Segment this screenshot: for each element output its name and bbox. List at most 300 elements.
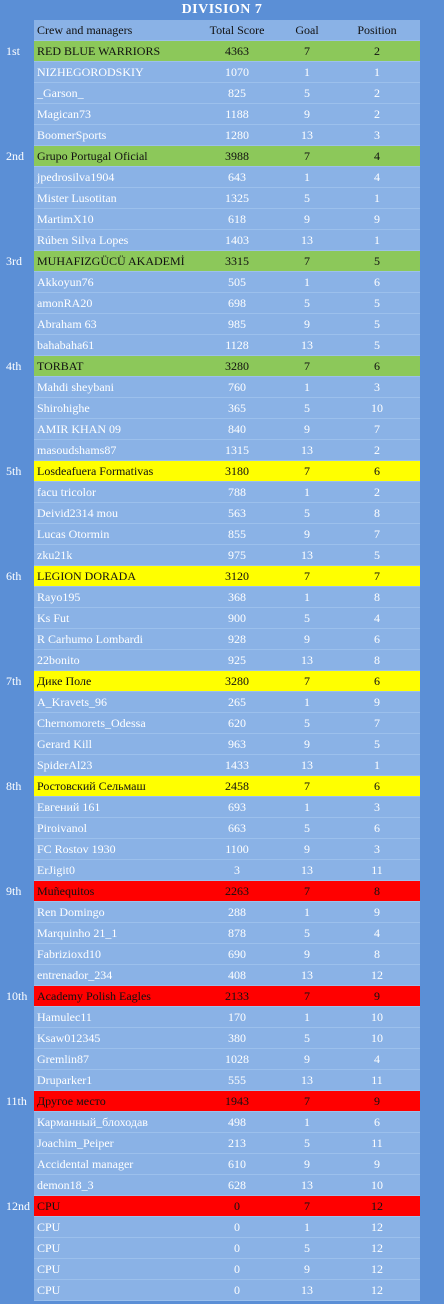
manager-position: 12	[371, 1240, 383, 1255]
crew-row	[6, 986, 420, 1007]
manager-goal: 5	[304, 85, 310, 100]
manager-row	[34, 797, 420, 818]
manager-row	[34, 1238, 420, 1259]
manager-score: 1403	[225, 232, 249, 247]
crew-position: 6	[374, 673, 380, 688]
manager-position: 5	[374, 337, 380, 352]
crew-name: Ростовский Сельмаш	[37, 778, 146, 793]
manager-score: 1280	[225, 127, 249, 142]
manager-goal: 9	[304, 1156, 310, 1171]
manager-goal: 1	[304, 379, 310, 394]
manager-score: 900	[228, 610, 246, 625]
crew-goal: 7	[304, 1093, 310, 1108]
manager-row	[34, 1259, 420, 1280]
manager-score: 408	[228, 967, 246, 982]
crew-goal: 7	[304, 253, 310, 268]
manager-row	[34, 335, 420, 356]
crew-row	[6, 566, 420, 587]
manager-score: 365	[228, 400, 246, 415]
crew-position: 6	[374, 778, 380, 793]
manager-score: 628	[228, 1177, 246, 1192]
crew-score: 3120	[225, 568, 249, 583]
manager-goal: 5	[304, 1030, 310, 1045]
manager-score: 825	[228, 85, 246, 100]
manager-position: 4	[374, 925, 380, 940]
crew-position: 8	[374, 883, 380, 898]
manager-row	[34, 1007, 420, 1028]
manager-name: R Carhumo Lombardi	[37, 631, 143, 646]
manager-goal: 1	[304, 484, 310, 499]
crew-row	[6, 461, 420, 482]
table-header-row	[34, 20, 420, 41]
manager-goal: 9	[304, 631, 310, 646]
crew-rank: 5th	[6, 463, 22, 478]
manager-row	[34, 503, 420, 524]
crew-score: 3315	[225, 253, 249, 268]
crew-position: 6	[374, 358, 380, 373]
manager-score: 1325	[225, 190, 249, 205]
manager-score: 0	[234, 1219, 240, 1234]
manager-position: 9	[374, 694, 380, 709]
manager-position: 2	[374, 484, 380, 499]
manager-goal: 5	[304, 1240, 310, 1255]
crew-position: 12	[371, 1198, 383, 1213]
manager-position: 9	[374, 1156, 380, 1171]
manager-name: AMIR KHAN 09	[37, 421, 121, 436]
manager-goal: 5	[304, 925, 310, 940]
manager-position: 12	[371, 967, 383, 982]
manager-position: 10	[371, 1009, 383, 1024]
crew-rank: 12nd	[6, 1198, 30, 1213]
crew-goal: 7	[304, 673, 310, 688]
manager-row	[34, 188, 420, 209]
manager-goal: 1	[304, 904, 310, 919]
manager-goal: 13	[301, 1177, 313, 1192]
manager-goal: 9	[304, 841, 310, 856]
manager-score: 555	[228, 1072, 246, 1087]
manager-row	[34, 398, 420, 419]
crew-rank: 4th	[6, 358, 22, 373]
manager-goal: 9	[304, 421, 310, 436]
manager-row	[34, 377, 420, 398]
manager-goal: 1	[304, 1114, 310, 1129]
manager-row	[34, 314, 420, 335]
manager-score: 760	[228, 379, 246, 394]
manager-name: Hamulec11	[37, 1009, 92, 1024]
manager-row	[34, 1028, 420, 1049]
manager-position: 3	[374, 799, 380, 814]
manager-position: 6	[374, 631, 380, 646]
manager-position: 12	[371, 1282, 383, 1297]
crew-rank: 8th	[6, 778, 22, 793]
division-title: DIVISION 7	[181, 2, 263, 17]
manager-score: 170	[228, 1009, 246, 1024]
crew-name: MUHAFIZGÜCÜ AKADEMİ	[37, 253, 185, 268]
manager-goal: 5	[304, 820, 310, 835]
crew-goal: 7	[304, 988, 310, 1003]
manager-row	[34, 419, 420, 440]
manager-name: bahabaha61	[37, 337, 95, 352]
manager-goal: 9	[304, 106, 310, 121]
manager-position: 1	[374, 190, 380, 205]
manager-row	[34, 104, 420, 125]
manager-position: 5	[374, 736, 380, 751]
manager-name: Евгений 161	[37, 799, 101, 814]
manager-name: amonRA20	[37, 295, 93, 310]
crew-position: 2	[374, 43, 380, 58]
manager-row	[34, 713, 420, 734]
manager-row	[34, 524, 420, 545]
manager-goal: 5	[304, 715, 310, 730]
crew-row	[6, 251, 420, 272]
manager-position: 10	[371, 1030, 383, 1045]
manager-name: BoomerSports	[37, 127, 107, 142]
crew-name: Muñequitos	[37, 883, 95, 898]
crew-rank: 3rd	[6, 253, 22, 268]
crew-name: CPU	[37, 1198, 61, 1213]
manager-score: 1433	[225, 757, 249, 772]
crew-goal: 7	[304, 358, 310, 373]
manager-row	[34, 230, 420, 251]
manager-goal: 5	[304, 610, 310, 625]
manager-score: 840	[228, 421, 246, 436]
manager-position: 11	[371, 1135, 383, 1150]
manager-position: 12	[371, 1219, 383, 1234]
manager-position: 4	[374, 1051, 380, 1066]
manager-position: 7	[374, 526, 380, 541]
manager-score: 1100	[225, 841, 249, 856]
manager-name: Ks Fut	[37, 610, 70, 625]
manager-goal: 5	[304, 505, 310, 520]
manager-name: Marquinho 21_1	[37, 925, 118, 940]
crew-position: 5	[374, 253, 380, 268]
manager-score: 0	[234, 1240, 240, 1255]
manager-score: 0	[234, 1282, 240, 1297]
manager-goal: 13	[301, 1282, 313, 1297]
crew-score: 2133	[225, 988, 249, 1003]
manager-goal: 9	[304, 736, 310, 751]
manager-row	[34, 209, 420, 230]
crew-rank: 10th	[6, 988, 28, 1003]
manager-position: 1	[374, 232, 380, 247]
manager-row	[34, 1217, 420, 1238]
crew-position: 9	[374, 1093, 380, 1108]
manager-name: Deivid2314 mou	[37, 505, 118, 520]
manager-score: 498	[228, 1114, 246, 1129]
crew-name: TORBAT	[37, 358, 84, 373]
manager-row	[34, 167, 420, 188]
manager-name: Mister Lusotitan	[37, 190, 117, 205]
manager-name: jpedrosilva1904	[37, 169, 115, 184]
manager-name: Akkoyun76	[37, 274, 94, 289]
manager-position: 8	[374, 505, 380, 520]
manager-position: 5	[374, 295, 380, 310]
manager-row	[34, 965, 420, 986]
manager-goal: 1	[304, 1219, 310, 1234]
manager-score: 643	[228, 169, 246, 184]
manager-name: Gerard Kill	[37, 736, 92, 751]
manager-goal: 9	[304, 211, 310, 226]
manager-score: 928	[228, 631, 246, 646]
crew-name: Другое место	[37, 1093, 106, 1108]
crew-row	[6, 1091, 420, 1112]
manager-row	[34, 608, 420, 629]
manager-score: 985	[228, 316, 246, 331]
manager-name: A_Kravets_96	[37, 694, 107, 709]
crew-rank: 2nd	[6, 148, 24, 163]
manager-row	[34, 587, 420, 608]
crew-name: Дике Поле	[37, 673, 92, 688]
manager-name: Rayo195	[37, 589, 81, 604]
manager-name: Карманный_блоходав	[37, 1114, 148, 1129]
manager-goal: 13	[301, 442, 313, 457]
crew-row	[6, 41, 420, 62]
manager-goal: 9	[304, 1261, 310, 1276]
manager-name: masoudshams87	[37, 442, 117, 457]
manager-name: Shirohighe	[37, 400, 90, 415]
manager-score: 1188	[225, 106, 249, 121]
manager-name: Lucas Otormin	[37, 526, 110, 541]
manager-name: CPU	[37, 1240, 61, 1255]
manager-goal: 1	[304, 694, 310, 709]
crew-name: LEGION DORADA	[37, 568, 136, 583]
manager-name: Joachim_Peiper	[37, 1135, 114, 1150]
manager-position: 10	[371, 400, 383, 415]
manager-position: 12	[371, 1261, 383, 1276]
manager-score: 288	[228, 904, 246, 919]
manager-score: 788	[228, 484, 246, 499]
manager-row	[34, 482, 420, 503]
crew-goal: 7	[304, 883, 310, 898]
crew-row	[6, 776, 420, 797]
crew-row	[6, 881, 420, 902]
manager-row	[34, 818, 420, 839]
manager-row	[34, 1154, 420, 1175]
manager-name: NIZHEGORODSKIY	[37, 64, 144, 79]
crew-name: Academy Polish Eagles	[37, 988, 151, 1003]
manager-goal: 1	[304, 64, 310, 79]
manager-row	[34, 692, 420, 713]
manager-goal: 9	[304, 526, 310, 541]
manager-score: 1315	[225, 442, 249, 457]
manager-name: FC Rostov 1930	[37, 841, 116, 856]
manager-position: 5	[374, 316, 380, 331]
manager-goal: 13	[301, 127, 313, 142]
manager-name: Chernomorets_Odessa	[37, 715, 146, 730]
manager-goal: 13	[301, 232, 313, 247]
header-total-score: Total Score	[209, 22, 265, 37]
manager-position: 8	[374, 652, 380, 667]
manager-name: Ren Domingo	[37, 904, 105, 919]
crew-name: Losdeafuera Formativas	[37, 463, 154, 478]
manager-score: 690	[228, 946, 246, 961]
manager-score: 975	[228, 547, 246, 562]
crew-goal: 7	[304, 1198, 310, 1213]
manager-position: 3	[374, 841, 380, 856]
standings-table	[6, 20, 420, 1301]
manager-row	[34, 1280, 420, 1301]
manager-goal: 1	[304, 589, 310, 604]
manager-row	[34, 545, 420, 566]
manager-goal: 13	[301, 862, 313, 877]
manager-score: 380	[228, 1030, 246, 1045]
manager-score: 265	[228, 694, 246, 709]
manager-position: 8	[374, 589, 380, 604]
manager-goal: 13	[301, 337, 313, 352]
manager-name: ErJigit0	[37, 862, 75, 877]
crew-rank: 6th	[6, 568, 22, 583]
manager-row	[34, 83, 420, 104]
crew-row	[6, 146, 420, 167]
crew-score: 3988	[225, 148, 249, 163]
manager-position: 3	[374, 127, 380, 142]
manager-position: 5	[374, 547, 380, 562]
manager-goal: 1	[304, 1009, 310, 1024]
manager-row	[34, 1049, 420, 1070]
header-goal: Goal	[295, 22, 319, 37]
crew-score: 1943	[225, 1093, 249, 1108]
manager-name: Ksaw012345	[37, 1030, 101, 1045]
manager-goal: 5	[304, 1135, 310, 1150]
manager-score: 563	[228, 505, 246, 520]
manager-row	[34, 902, 420, 923]
crew-score: 3280	[225, 358, 249, 373]
crew-score: 2458	[225, 778, 249, 793]
manager-score: 1128	[225, 337, 249, 352]
crew-rank: 9th	[6, 883, 22, 898]
manager-position: 1	[374, 64, 380, 79]
manager-row	[34, 272, 420, 293]
manager-name: MartimX10	[37, 211, 94, 226]
manager-goal: 13	[301, 1072, 313, 1087]
manager-name: SpiderAl23	[37, 757, 93, 772]
manager-position: 8	[374, 946, 380, 961]
crew-goal: 7	[304, 778, 310, 793]
manager-score: 663	[228, 820, 246, 835]
crew-score: 3280	[225, 673, 249, 688]
manager-score: 368	[228, 589, 246, 604]
manager-goal: 13	[301, 757, 313, 772]
manager-goal: 1	[304, 799, 310, 814]
manager-name: CPU	[37, 1261, 61, 1276]
manager-name: Mahdi sheybani	[37, 379, 114, 394]
manager-name: Fabrizioxd10	[37, 946, 101, 961]
manager-position: 9	[374, 904, 380, 919]
crew-name: Grupo Portugal Oficial	[37, 148, 148, 163]
manager-score: 963	[228, 736, 246, 751]
manager-position: 2	[374, 442, 380, 457]
crew-rank: 11th	[6, 1093, 27, 1108]
manager-name: Druparker1	[37, 1072, 93, 1087]
manager-position: 11	[371, 862, 383, 877]
manager-goal: 13	[301, 652, 313, 667]
manager-row	[34, 1112, 420, 1133]
crew-goal: 7	[304, 148, 310, 163]
manager-goal: 9	[304, 316, 310, 331]
manager-goal: 9	[304, 946, 310, 961]
manager-name: 22bonito	[37, 652, 80, 667]
manager-position: 1	[374, 757, 380, 772]
manager-score: 620	[228, 715, 246, 730]
manager-row	[34, 1133, 420, 1154]
manager-position: 3	[374, 379, 380, 394]
manager-position: 9	[374, 211, 380, 226]
manager-position: 6	[374, 1114, 380, 1129]
manager-name: Rúben Silva Lopes	[37, 232, 129, 247]
manager-score: 213	[228, 1135, 246, 1150]
manager-score: 855	[228, 526, 246, 541]
manager-name: Piroivanol	[37, 820, 87, 835]
manager-name: Abraham 63	[37, 316, 97, 331]
crew-position: 6	[374, 463, 380, 478]
manager-name: _Garson_	[37, 85, 84, 100]
manager-goal: 5	[304, 400, 310, 415]
manager-score: 698	[228, 295, 246, 310]
manager-row	[34, 62, 420, 83]
manager-row	[34, 650, 420, 671]
header-crew: Crew and managers	[37, 22, 133, 37]
header-position: Position	[357, 22, 397, 37]
manager-name: zku21k	[37, 547, 73, 562]
manager-goal: 1	[304, 169, 310, 184]
crew-row	[6, 356, 420, 377]
manager-goal: 9	[304, 1051, 310, 1066]
manager-position: 11	[371, 1072, 383, 1087]
manager-name: Gremlin87	[37, 1051, 89, 1066]
manager-name: CPU	[37, 1219, 61, 1234]
manager-name: Accidental manager	[37, 1156, 134, 1171]
manager-goal: 13	[301, 547, 313, 562]
manager-name: Magican73	[37, 106, 91, 121]
manager-name: CPU	[37, 1282, 61, 1297]
crew-position: 4	[374, 148, 380, 163]
manager-goal: 5	[304, 190, 310, 205]
manager-position: 10	[371, 1177, 383, 1192]
manager-score: 1028	[225, 1051, 249, 1066]
crew-score: 2263	[225, 883, 249, 898]
crew-rank: 1st	[6, 43, 21, 58]
manager-goal: 5	[304, 295, 310, 310]
crew-position: 9	[374, 988, 380, 1003]
manager-row	[34, 1175, 420, 1196]
manager-score: 925	[228, 652, 246, 667]
manager-position: 2	[374, 106, 380, 121]
crew-score: 0	[234, 1198, 240, 1213]
manager-position: 4	[374, 169, 380, 184]
manager-row	[34, 125, 420, 146]
manager-score: 505	[228, 274, 246, 289]
manager-goal: 13	[301, 967, 313, 982]
manager-row	[34, 944, 420, 965]
manager-score: 618	[228, 211, 246, 226]
manager-name: demon18_3	[37, 1177, 94, 1192]
manager-row	[34, 1070, 420, 1091]
manager-row	[34, 629, 420, 650]
crew-row	[6, 671, 420, 692]
manager-row	[34, 293, 420, 314]
manager-position: 6	[374, 820, 380, 835]
crew-goal: 7	[304, 568, 310, 583]
manager-score: 1070	[225, 64, 249, 79]
crew-goal: 7	[304, 463, 310, 478]
crew-score: 3180	[225, 463, 249, 478]
crew-goal: 7	[304, 43, 310, 58]
crew-row	[6, 1196, 420, 1217]
manager-row	[34, 755, 420, 776]
manager-position: 7	[374, 421, 380, 436]
manager-score: 878	[228, 925, 246, 940]
crew-name: RED BLUE WARRIORS	[37, 43, 161, 58]
